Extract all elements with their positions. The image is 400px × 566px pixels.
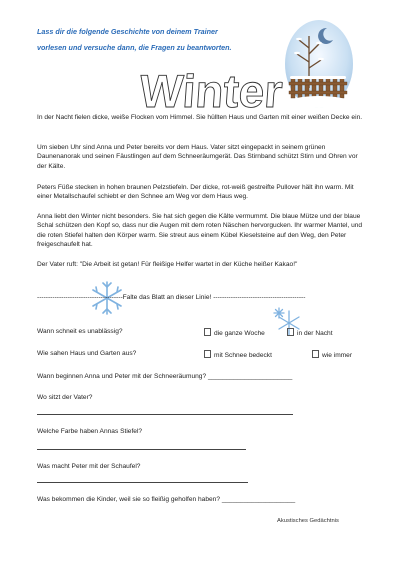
question-6: Was macht Peter mit der Schaufel? (37, 463, 141, 470)
winter-title (137, 63, 285, 117)
fold-dashes-left: --------------------------------------- (37, 294, 123, 301)
checkbox[interactable] (204, 328, 211, 336)
checkbox[interactable] (287, 328, 294, 336)
story-paragraph-5: Der Vater ruft: "Die Arbeit ist getan! Für fleißige Helfer wartet in der Küche heißer Kakao!" (37, 261, 298, 268)
q2-option-2-label: wie immer (322, 352, 353, 359)
instruction-line-1: Lass dir die folgende Geschichte von deinem Trainer (37, 27, 218, 36)
question-1: Wann schneit es unablässig? (37, 328, 123, 335)
story-paragraph-4: Anna liebt den Winter nicht besonders. Sie hat sich gegen die Kälte vermummt. Die blaue Mütze und der blaue Schal schützen den Kopf so, dass nur die Augen mit dem roten Näschen hervorgucken. Ihr warmer Mantel, und die roten Stiefel halten den Körper warm. Sie streut aus einem Kübel Kieselsteine auf den Weg, den Peter freigeschaufelt hat. (37, 213, 363, 249)
winter-title-text: Winter (137, 65, 285, 117)
question-2: Wie sahen Haus und Garten aus? (37, 350, 137, 357)
answer-line-6[interactable] (37, 482, 248, 483)
q1-option-1-label: die ganze Woche (214, 330, 265, 337)
story-paragraph-2: Um sieben Uhr sind Anna und Peter bereits vor dem Haus. Vater sitzt eingepackt in seinem grünen Daunenanorak und seinen Fäustlingen auf dem Schneeräumgerät. Das Stirnband schützt Stirn und Ohren vor der Kälte. (37, 144, 358, 170)
instruction-line-2: vorlesen und versuche dann, die Fragen zu beantworten. (37, 43, 232, 52)
checkbox[interactable] (312, 350, 319, 358)
checkbox[interactable] (204, 350, 211, 358)
answer-line-4[interactable] (37, 414, 293, 415)
story-paragraph-3: Peters Füße stecken in hohen braunen Pelzstiefeln. Der dicke, rot-weiß gestreifte Pullover hält ihn warm. Mit einer Metallschaufel schiebt er den Schnee am Weg vor dem Haus weg. (37, 184, 354, 201)
fold-text: Falte das Blatt an dieser Linie! (122, 294, 214, 301)
q2-option-2[interactable] (312, 350, 352, 359)
story-paragraph-1: In der Nacht fielen dicke, weiße Flocken vom Himmel. Sie hüllten Haus und Garten mit einer weißen Decke ein. (37, 114, 363, 121)
question-5: Welche Farbe haben Annas Stiefel? (37, 428, 143, 435)
q2-option-1[interactable] (204, 350, 272, 359)
winter-scene-image (283, 18, 355, 110)
footer-label: Akustisches Gedächtnis (277, 518, 339, 524)
q1-option-2-label: in der Nacht (297, 330, 333, 337)
q1-option-2[interactable] (287, 328, 333, 337)
q2-option-1-label: mit Schnee bedeckt (214, 352, 272, 359)
question-3: Wann beginnen Anna und Peter mit der Schneeräumung? _______________________ (37, 373, 293, 380)
fold-dashes-right: ------------------------------------------ (213, 294, 306, 301)
q1-option-1[interactable] (204, 328, 265, 337)
answer-line-5[interactable] (37, 449, 246, 450)
question-7: Was bekommen die Kinder, weil sie so fleißig geholfen haben? ____________________ (37, 496, 296, 503)
question-4: Wo sitzt der Vater? (37, 394, 93, 401)
fold-line (37, 294, 367, 301)
